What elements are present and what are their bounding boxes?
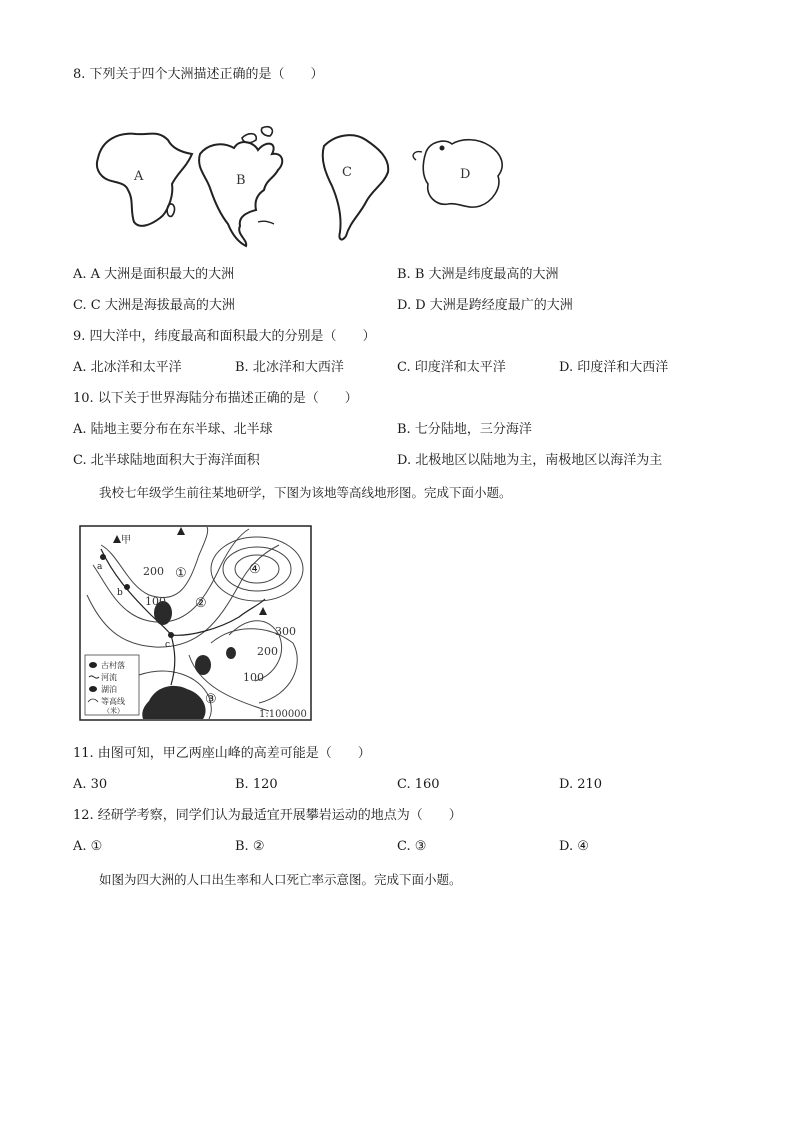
q8-option-c[interactable]: C. C 大洲是海拔最高的大洲	[73, 298, 235, 313]
legend-lake: 湖泊	[101, 685, 117, 694]
legend-contour: 等高线	[101, 697, 125, 706]
label-d: D	[460, 167, 471, 182]
q11-option-d[interactable]: D. 210	[559, 777, 603, 792]
peak-jia-label: 甲	[121, 535, 131, 546]
continents-figure	[88, 118, 528, 248]
continent-d-antarctica	[413, 140, 502, 207]
contour-label-100b: 100	[243, 671, 264, 684]
contour-label-200b: 200	[257, 645, 278, 658]
q12-option-a[interactable]: A. ①	[73, 839, 103, 854]
point-label-c: c	[165, 640, 171, 650]
continent-b-north-america	[199, 127, 282, 246]
legend-unit: （米）	[103, 707, 124, 715]
q9-option-b[interactable]: B. 北冰洋和大西洋	[235, 360, 344, 375]
intro-contour-map: 我校七年级学生前往某地研学，下图为该地等高线地形图。完成下面小题。	[99, 485, 512, 500]
q11-option-c[interactable]: C. 160	[397, 777, 440, 792]
legend-village: 古村落	[101, 661, 125, 670]
q12-stem: 12. 经研学考察，同学们认为最适宜开展攀岩运动的地点为（ ）	[73, 808, 462, 823]
label-b: B	[236, 173, 246, 188]
q10-option-b[interactable]: B. 七分陆地，三分海洋	[397, 422, 532, 437]
q10-stem: 10. 以下关于世界海陆分布描述正确的是（ ）	[73, 391, 358, 406]
q9-stem: 9. 四大洋中，纬度最高和面积最大的分别是（ ）	[73, 329, 376, 344]
q10-option-c[interactable]: C. 北半球陆地面积大于海洋面积	[73, 453, 260, 468]
q8-stem: 8. 下列关于四个大洲描述正确的是（ ）	[73, 67, 324, 82]
contour-label-200a: 200	[143, 565, 164, 578]
point-label-b: b	[117, 588, 123, 598]
label-a: A	[134, 169, 144, 184]
contour-map	[79, 525, 313, 721]
label-c: C	[342, 165, 352, 180]
q9-option-c[interactable]: C. 印度洋和太平洋	[397, 360, 506, 375]
legend-river: 河流	[101, 673, 117, 682]
q12-option-c[interactable]: C. ③	[397, 839, 427, 854]
contour-label-300: 300	[275, 625, 296, 638]
point-1: ①	[175, 566, 187, 581]
point-2: ②	[195, 596, 207, 611]
contour-label-100a: 100	[145, 595, 166, 608]
q11-option-a[interactable]: A. 30	[73, 777, 108, 792]
q11-stem: 11. 由图可知，甲乙两座山峰的高差可能是（ ）	[73, 746, 371, 761]
q12-option-d[interactable]: D. ④	[559, 839, 589, 854]
point-3: ③	[205, 692, 217, 707]
point-4: ④	[249, 562, 261, 577]
q8-option-a[interactable]: A. A 大洲是面积最大的大洲	[73, 267, 235, 282]
q8-option-b[interactable]: B. B 大洲是纬度最高的大洲	[397, 267, 559, 282]
continent-a-africa	[97, 134, 192, 226]
intro-population-chart: 如图为四大洲的人口出生率和人口死亡率示意图。完成下面小题。	[99, 872, 462, 887]
q9-option-a[interactable]: A. 北冰洋和太平洋	[73, 360, 182, 375]
map-scale: 1:100000	[259, 709, 307, 720]
continent-c-south-america	[323, 135, 389, 239]
q12-option-b[interactable]: B. ②	[235, 839, 265, 854]
q11-option-b[interactable]: B. 120	[235, 777, 278, 792]
q8-option-d[interactable]: D. D 大洲是跨经度最广的大洲	[397, 298, 573, 313]
q9-option-d[interactable]: D. 印度洋和大西洋	[559, 360, 669, 375]
q10-option-d[interactable]: D. 北极地区以陆地为主，南极地区以海洋为主	[397, 453, 663, 468]
point-label-a: a	[97, 562, 103, 572]
q10-option-a[interactable]: A. 陆地主要分布在东半球、北半球	[73, 422, 273, 437]
map-legend	[85, 655, 139, 715]
